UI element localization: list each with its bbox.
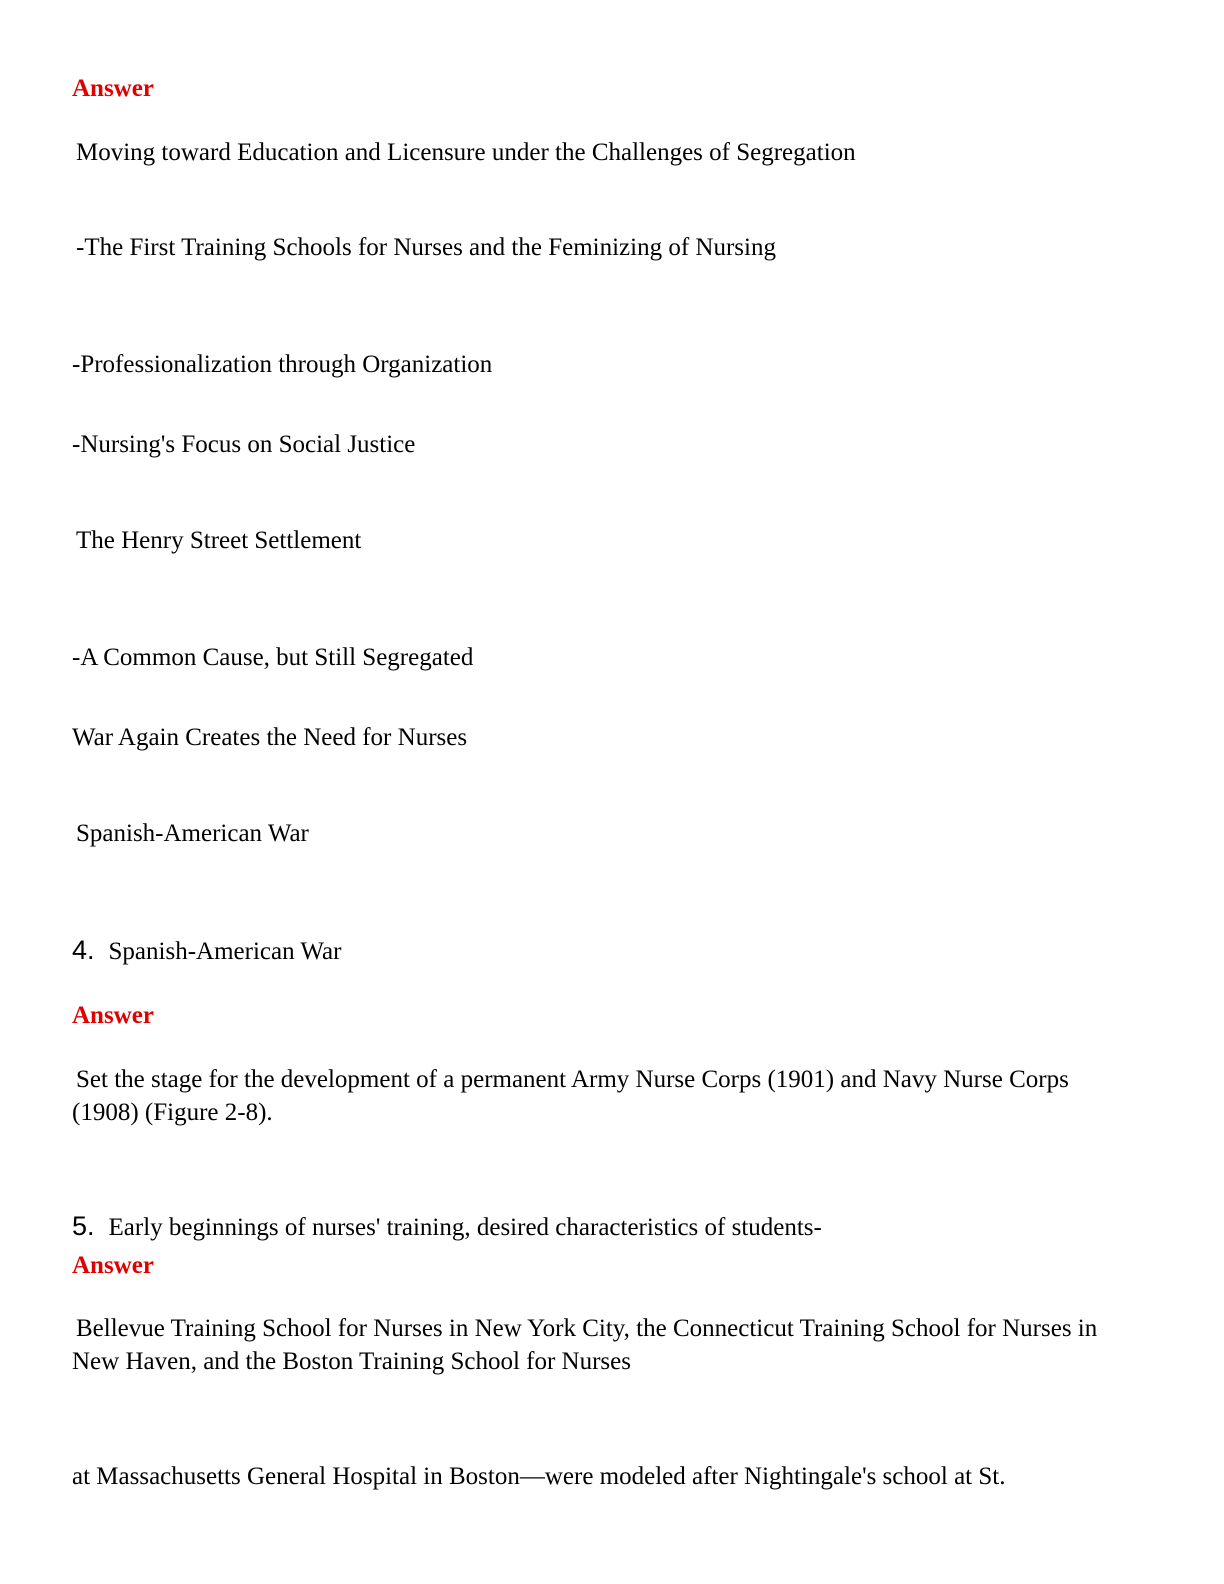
question-number: 5. [72, 1211, 95, 1241]
question-text: Early beginnings of nurses' training, desired characteristics of students- [108, 1214, 822, 1241]
question-4 [72, 934, 341, 968]
answer-line: -The First Training Schools for Nurses and the Feminizing of Nursing [76, 234, 776, 261]
answer-label: Answer [72, 1002, 154, 1029]
answer-paragraph: Set the stage for the development of a permanent Army Nurse Corps (1901) and Navy Nurse Corps (1908) (Figure 2-8). [72, 1066, 1069, 1126]
answer-line: War Again Creates the Need for Nurses [72, 724, 468, 751]
answer-line: -A Common Cause, but Still Segregated [72, 644, 474, 671]
answer-line: Spanish-American War [76, 820, 309, 847]
answer-label: Answer [72, 75, 154, 102]
question-number: 4. [72, 935, 95, 965]
answer-label: Answer [72, 1252, 154, 1279]
question-text: Spanish-American War [108, 938, 342, 965]
answer-line: Moving toward Education and Licensure under the Challenges of Segregation [76, 139, 856, 166]
answer-paragraph: Bellevue Training School for Nurses in New York City, the Connecticut Training School for Nurses in New Haven, and the Boston Training School for Nurses [72, 1315, 1098, 1375]
answer-paragraph: at Massachusetts General Hospital in Boston—were modeled after Nightingale's school at St. [72, 1463, 1006, 1490]
answer-line: -Nursing's Focus on Social Justice [72, 431, 416, 458]
answer-line: The Henry Street Settlement [76, 527, 362, 554]
answer-line: -Professionalization through Organization [72, 351, 493, 378]
question-5 [72, 1210, 822, 1244]
